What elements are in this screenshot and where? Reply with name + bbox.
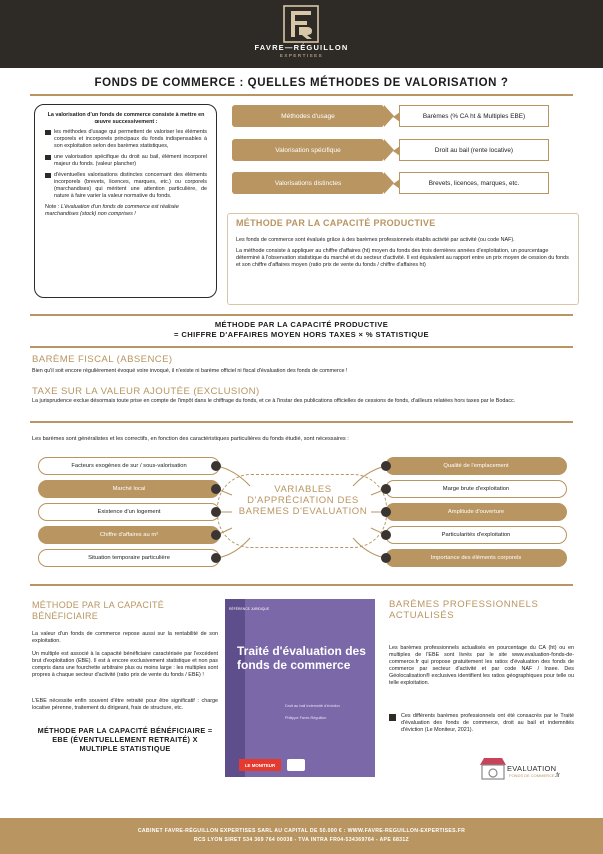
connector-dot [211,507,221,517]
book-author: Philippe Favre-Réguillon [285,716,327,720]
method-row: Méthodes d'usage Barèmes (% CA ht & Multiples EBE) [232,105,572,127]
variable-right: Marge brute d'exploitation [385,480,567,498]
beneficiaire-text: L'EBE nécessite enfin souvent d'être retraité pour être significatif : charge locative pérenne, traitement du dirigeant, frais de structure, etc. [32,698,218,711]
variable-right: Qualité de l'emplacement [385,457,567,475]
productive-text: La méthode consiste à appliquer au chiffre d'affaires (ht) moyen du fonds des trois dernières années d'exploitation, un pourcentage déterminé à l'observation statistique du marché et du secteur d'activité. Il est équivalent au rapport entre un prix moyen de cession du fonds et son chiffre d'affaires moyen (ratio prix de vente du fonds / chiffre d'affaires ht) [236,248,569,268]
connector-dot [381,553,391,563]
bullet-square-icon [389,714,396,721]
book-band [225,599,245,777]
connector-dot [211,530,221,540]
productive-title: MÉTHODE PAR LA CAPACITÉ PRODUCTIVE [236,218,436,228]
page-title: FONDS DE COMMERCE : QUELLES MÉTHODES DE VALORISATION ? [94,77,509,89]
eval-logo-sub: FONDS DE COMMERCE.fr [509,773,560,779]
publisher-logo: LE MONITEUR [239,759,281,771]
connector-dot [211,461,221,471]
eval-logo-main: EVALUATION [507,764,557,773]
variable-left: Chiffre d'affaires au m² [38,526,220,544]
connector-dot [381,530,391,540]
baremes-text: Les barèmes professionnels actualisés en pourcentage du CA (ht) ou en multiples de l'EBE sont livrés par le site www.evaluation-fonds-de-commerce.fr qui propose gratuitement les ratios d'évaluation des fonds de commerce par secteur d'activité et par code NAF / Insee. Des Géolocalisation® exclusives identifient les ratios géographiques pour telle ou telle exploitation. [389,645,574,686]
variables-intro: Les barèmes sont généralistes et les correctifs, en fonction des caractéristiques particulières du fonds étudié, sont nécessaires : [32,436,349,442]
variables-divider [30,584,573,586]
variables-center-label: VARIABLES D'APPRÉCIATION DES BAREMES D'EVALUATION [238,484,368,517]
method-row: Valorisation spécifique Droit au bail (rente locative) [232,139,572,161]
tva-title: TAXE SUR LA VALEUR AJOUTÉE (EXCLUSION) [32,386,260,397]
baremes-title: BARÈMES PROFESSIONNELS ACTUALISÉS [389,599,539,621]
beneficiaire-text: Un multiple est associé à la capacité bénéficiaire caractérisée par l'excédent brut d'exploitation (EBE). Il est à encore exclusivement statistique et non pas compris dans une fourchette arbitraire plus ou moins large : les multiples sont propres à chaque secteur d'activité (ratio prix de vente du fonds / EBE) ! [32,651,218,678]
connector-dot [381,461,391,471]
connector-dot [211,553,221,563]
book-title: Traité d'évaluation des fonds de commerce [237,644,366,672]
book-subtitle: Droit au bail Indemnité d'éviction [285,704,340,708]
book-tag: RÉFÉRENCE JURIDIQUE [229,607,270,611]
variable-left: Situation temporaire particulière [38,549,220,567]
connector-dot [381,484,391,494]
tva-text: La jurisprudence exclue désormais toute prise en compte de l'impôt dans le chiffrage du fonds, et ce à l'instar des publications officielles de cessions de fonds, d'ailleurs relatées hors taxes par le Bodacc. [32,398,516,404]
book-cover [225,599,375,777]
variable-right: Importance des éléments corporels [385,549,567,567]
fiscal-title: BARÈME FISCAL (ABSENCE) [32,354,173,365]
productive-text: Les fonds de commerce sont évalués grâce à des barèmes professionnels établis activité par activité (ou code NAF). [236,237,515,243]
beneficiaire-formula: MÉTHODE PAR LA CAPACITÉ BÉNÉFICIAIRE = EBE (ÉVENTUELLEMENT RETRAITÉ) X MULTIPLE STATISTIQUE [37,726,213,753]
secondary-logo-icon [287,759,305,771]
variable-right: Amplitude d'ouverture [385,503,567,521]
beneficiaire-title: MÉTHODE PAR LA CAPACITÉ BÉNÉFICIAIRE [32,600,165,621]
fiscal-text: Bien qu'il soit encore régulièrement évoqué voire invoqué, il n'existe ni barème officiel ni fiscal d'évaluation des fonds de commerce ! [32,368,348,374]
footer-line: RCS LYON SIRET 534 369 764 00038 - TVA INTRA FR04-534369764 - APE 6831Z [193,837,410,843]
variable-left: Existence d'un logement [38,503,220,521]
variable-left: Marché local [38,480,220,498]
footer-line: CABINET FAVRE-RÉGUILLON EXPERTISES SARL AU CAPITAL DE 50.000 € : WWW.FAVRE-REGUILLON-EXPERTISES.FR [137,828,466,834]
intro-item: d'éventuelles valorisations distinctes concernant des éléments incorporels (brevets, licences, marques, etc.) ou corporels (marchandises) qui méritent une attention particulière, de nature à faire varier la valeur normative du fonds. [45,172,207,200]
intro-item: une valorisation spécifique du droit au bail, élément incorporel majeur du fonds. (valeur plancher) [45,154,207,168]
intro-item: les méthodes d'usage qui permettent de valoriser les éléments corporels et incorporels principaux du fonds indispensables à son exploitation selon des barèmes statistiques, [45,129,207,150]
method-row: Valorisations distinctes Brevets, licences, marques, etc. [232,172,572,194]
connector-dot [211,484,221,494]
intro-note: Note : L'évaluation d'un fonds de commerce est réalisée marchandises (stock) non comprises ! [45,204,179,217]
baremes-text: Ces différents barèmes professionnels ont été consacrés par le Traité d'évaluation des fonds de commerce, droit au bail et indemnités d'éviction (Le Moniteur, 2021). [401,713,574,733]
brand-subtitle: EXPERTISES [279,53,324,58]
brand-name: FAVRE—RÉGUILLON [254,43,349,52]
variable-left: Facteurs exogènes de sur / sous-valorisation [38,457,220,475]
intro-lead: La valorisation d'un fonds de commerce consiste à mettre en œuvre successivement : [47,112,205,125]
productive-formula: MÉTHODE PAR LA CAPACITÉ PRODUCTIVE = CHIFFRE D'AFFAIRES MOYEN HORS TAXES × % STATISTIQUE [173,320,430,339]
page-footer [0,818,603,854]
connector-dot [381,507,391,517]
beneficiaire-text: La valeur d'un fonds de commerce repose aussi sur la rentabilité de son exploitation. [32,631,218,644]
variable-right: Particularités d'exploitation [385,526,567,544]
